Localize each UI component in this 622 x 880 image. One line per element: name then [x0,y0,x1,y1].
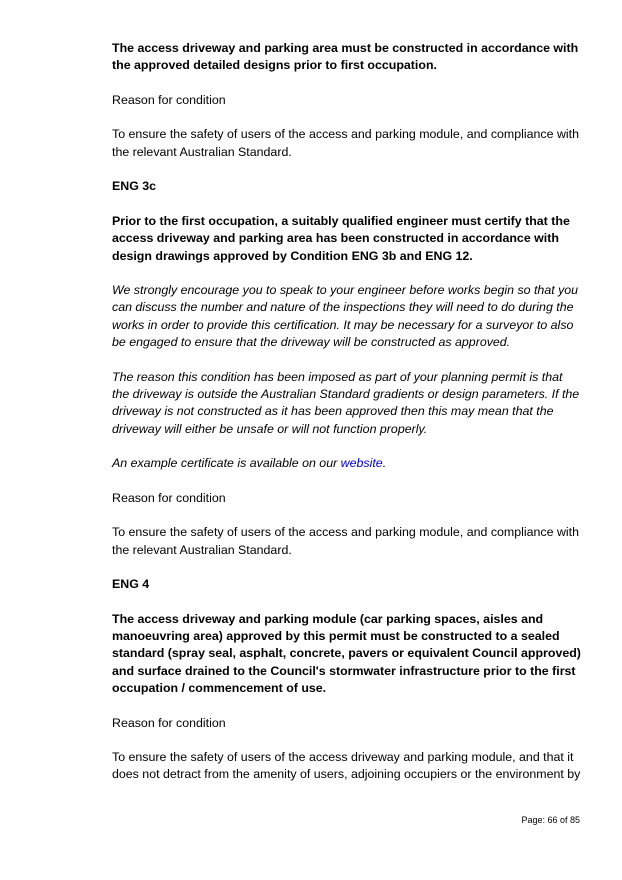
reason-text-3: To ensure the safety of users of the access driveway and parking module, and that it does not detract from the amenity of users, adjoining occupiers or the environment by [112,750,581,782]
note-example-certificate [112,455,582,472]
document-body [112,40,582,784]
condition-text-eng4: The access driveway and parking module (car parking spaces, aisles and manoeuvring area) approved by this permit must be constructed to a sealed standard (spray seal, asphalt, concrete, pavers or equivalent Council approved) and surface drained to the Council's stormwater infrastructure prior to the first occupation / commencement of use. [112,611,581,695]
note-encourage-engineer: We strongly encourage you to speak to your engineer before works begin so that you can discuss the number and nature of the inspections they will need to do during the works in order to provide this certification. It may be necessary for a surveyor to also be engaged to ensure that the driveway will be constructed as approved. [112,283,579,350]
page-number: Page: 66 of 85 [521,815,580,825]
reason-heading-2: Reason for condition [112,490,226,505]
condition-heading-eng4: ENG 4 [112,577,150,592]
reason-heading-1: Reason for condition [112,92,226,107]
condition-heading-eng3c: ENG 3c [112,179,157,194]
example-certificate-text: An example certificate is available on our [112,456,341,471]
example-certificate-end: . [382,456,387,471]
website-link[interactable]: website [340,456,383,471]
condition-text-eng3b: The access driveway and parking area must be constructed in accordance with the approved detailed designs prior to first occupation. [112,41,579,73]
reason-text-2: To ensure the safety of users of the access and parking module, and compliance with the relevant Australian Standard. [112,525,579,557]
note-reason-imposed: The reason this condition has been imposed as part of your planning permit is that the driveway is outside the Australian Standard gradients or design parameters. If the driveway is not constructed as it has been approved then this may mean that the driveway will either be unsafe or will not function properly. [112,369,580,436]
condition-text-eng3c: Prior to the first occupation, a suitably qualified engineer must certify that the access driveway and parking area has been constructed in accordance with design drawings approved by Condition ENG 3b and ENG 12. [112,213,570,263]
reason-heading-3: Reason for condition [112,715,226,730]
reason-text-1: To ensure the safety of users of the access and parking module, and compliance with the relevant Australian Standard. [112,127,579,159]
